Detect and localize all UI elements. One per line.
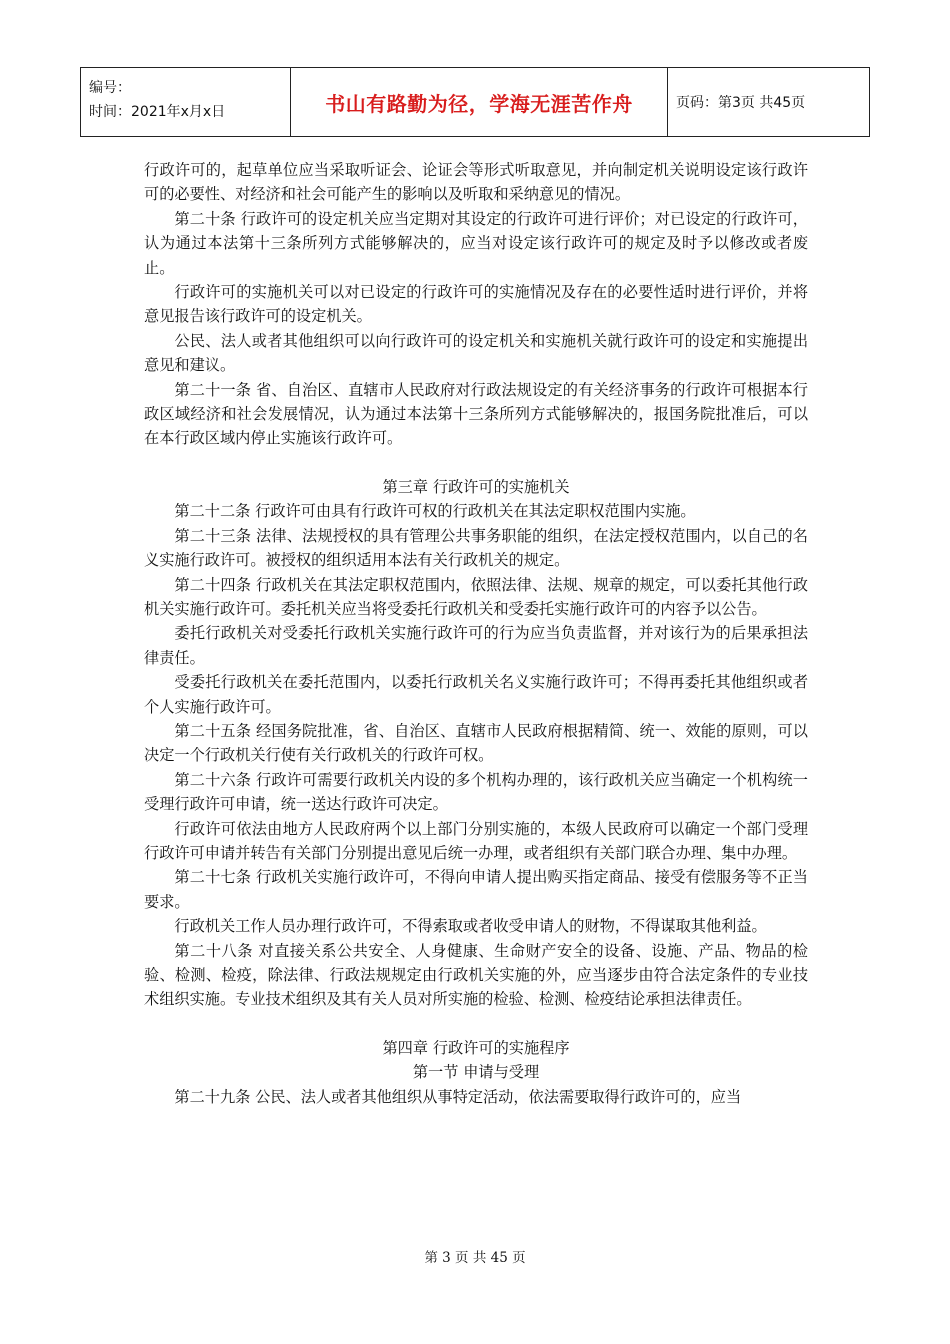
document-number-label: 编号： — [89, 80, 131, 96]
article-28: 第二十八条 对直接关系公共安全、人身健康、生命财产安全的设备、设施、产品、物品的检验、检测、检疫，除法律、行政法规规定由行政机关实施的外，应当逐步由符合法定条件的专业技术组织实施。专业技术组织及其有关人员对所实施的检验、检测、检疫结论承担法律责任。 — [144, 941, 808, 1009]
page-header — [80, 67, 870, 137]
article-21: 第二十一条 省、自治区、直辖市人民政府对行政法规设定的有关经济事务的行政许可根据本行政区域经济和社会发展情况，认为通过本法第十三条所列方式能够解决的，报国务院批准后，可以在本行政区域内停止实施该行政许可。 — [144, 380, 808, 448]
paragraph: 行政机关工作人员办理行政许可，不得索取或者收受申请人的财物，不得谋取其他利益。 — [174, 917, 767, 936]
header-page-code: 页码：第3页 共45页 — [668, 68, 870, 137]
paragraph: 委托行政机关对受委托行政机关实施行政许可的行为应当负责监督，并对该行为的后果承担法律责任。 — [144, 624, 808, 667]
article-26: 第二十六条 行政许可需要行政机关内设的多个机构办理的，该行政机关应当确定一个机构统一受理行政许可申请，统一送达行政许可决定。 — [144, 770, 808, 814]
article-20: 第二十条 行政许可的设定机关应当定期对其设定的行政许可进行评价；对已设定的行政许可，认为通过本法第十三条所列方式能够解决的，应当对设定该行政许可的规定及时予以修改或者废止。 — [144, 209, 808, 277]
article-27: 第二十七条 行政机关实施行政许可，不得向申请人提出购买指定商品、接受有偿服务等不正当要求。 — [144, 868, 808, 911]
header-meta — [81, 68, 291, 137]
paragraph: 行政许可依法由地方人民政府两个以上部门分别实施的，本级人民政府可以确定一个部门受理行政许可申请并转告有关部门分别提出意见后统一办理，或者组织有关部门联合办理、集中办理。 — [144, 819, 808, 862]
document-date-label: 时间：2021年x月x日 — [89, 104, 226, 120]
article-22: 第二十二条 行政许可由具有行政许可权的行政机关在其法定职权范围内实施。 — [174, 502, 696, 521]
article-24: 第二十四条 行政机关在其法定职权范围内，依照法律、法规、规章的规定，可以委托其他行政机关实施行政许可。委托机关应当将受委托行政机关和受委托实施行政许可的内容予以公告。 — [144, 575, 808, 618]
paragraph: 受委托行政机关在委托范围内，以委托行政机关名义实施行政许可；不得再委托其他组织或者个人实施行政许可。 — [144, 673, 808, 716]
chapter-3-heading: 第三章 行政许可的实施机关 — [382, 477, 570, 496]
article-23: 第二十三条 法律、法规授权的具有管理公共事务职能的组织，在法定授权范围内，以自己的名义实施行政许可。被授权的组织适用本法有关行政机关的规定。 — [144, 526, 808, 570]
article-29: 第二十九条 公民、法人或者其他组织从事特定活动，依法需要取得行政许可的，应当 — [174, 1087, 742, 1106]
article-25: 第二十五条 经国务院批准，省、自治区、直辖市人民政府根据精简、统一、效能的原则，可以决定一个行政机关行使有关行政机关的行政许可权。 — [144, 721, 808, 765]
header-motto: 书山有路勤为径，学海无涯苦作舟 — [291, 68, 668, 137]
chapter-4-heading: 第四章 行政许可的实施程序 — [382, 1038, 570, 1057]
paragraph: 行政许可的，起草单位应当采取听证会、论证会等形式听取意见，并向制定机关说明设定该行政许可的必要性、对经济和社会可能产生的影响以及听取和采纳意见的情况。 — [144, 161, 808, 204]
section-1-heading: 第一节 申请与受理 — [412, 1063, 540, 1082]
document-body — [144, 158, 808, 1109]
paragraph: 行政许可的实施机关可以对已设定的行政许可的实施情况及存在的必要性适时进行评价，并将意见报告该行政许可的设定机关。 — [144, 283, 808, 326]
paragraph: 公民、法人或者其他组织可以向行政许可的设定机关和实施机关就行政许可的设定和实施提出意见和建议。 — [144, 331, 808, 375]
page-footer: 第 3 页 共 45 页 — [424, 1250, 526, 1266]
